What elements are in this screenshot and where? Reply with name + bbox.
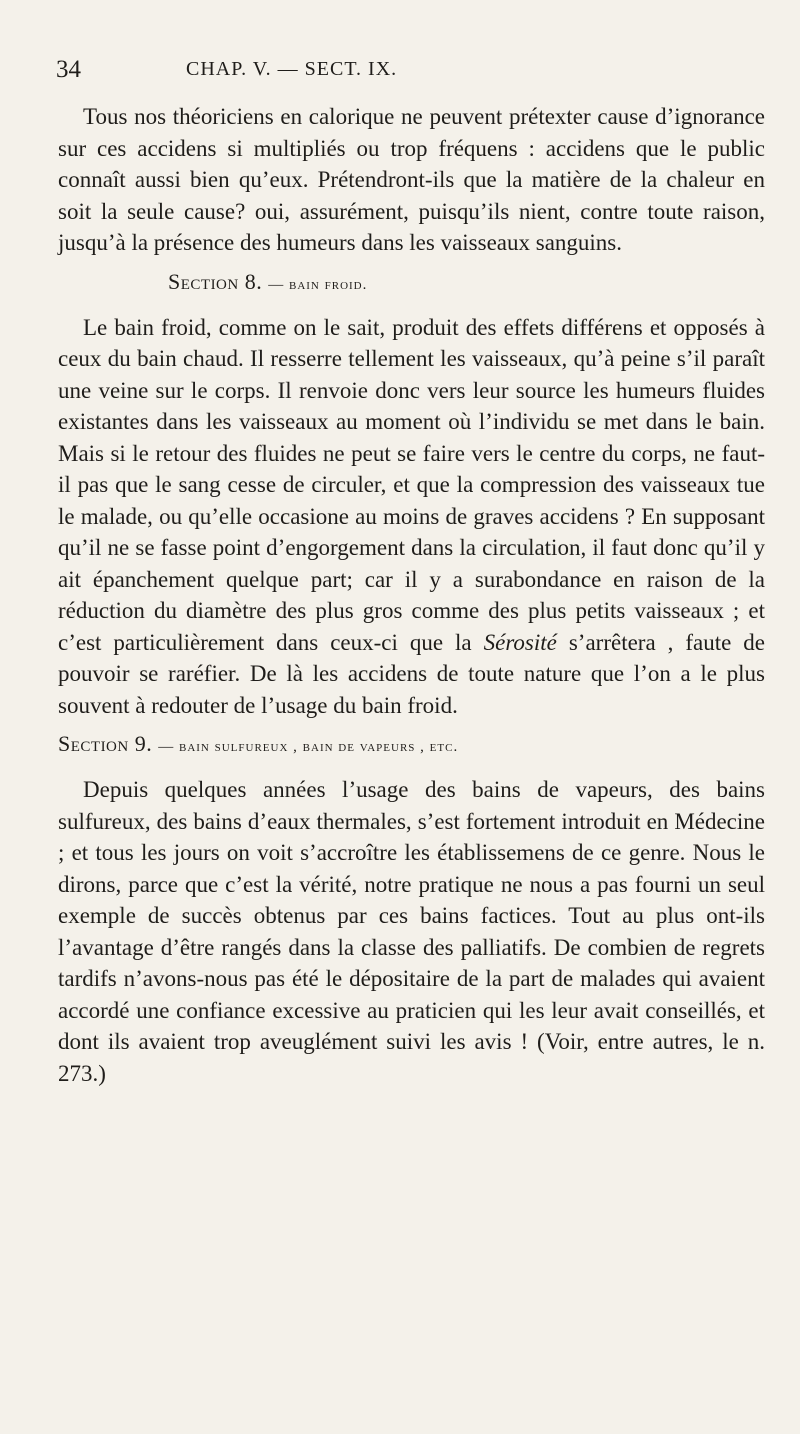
main-text [58,101,765,1089]
section-9-label: Section 9. [58,731,153,756]
paragraph-section-8-part2: s’arrêtera , faute de pouvoir se raréfier. De là les accidens de toute nature que l’on a le plus souvent à redouter de l’usage du bain froid. [58,629,766,718]
paragraph-section-8 [58,312,765,722]
italic-serosite: Sérosité [483,629,557,655]
section-9-heading [58,727,765,764]
page-number: 34 [56,56,81,83]
paragraph-section-9: Depuis quelques années l’usage des bains de vapeurs, des bains sulfureux, des bains d’eaux thermales, s’est fortement introduit en Médecine ; et tous les jours on voit s’accroître les établissemens de ce genre. Nous le dirons, parce que c’est la vérité, notre pratique ne nous a pas fourni un seul exemple de succès obtenus par ces bains factices. Tout au plus ont-ils l’avantage d’être rangés dans la classe des palliatifs. De combien de regrets tardifs n’avons-nous pas été le dépositaire de la part de malades qui avaient accordé une confiance excessive au praticien qui les leur avait conseillés, et dont ils avaient trop aveuglément suivi les avis ! (Voir, entre autres, le n. 273.) [58,777,765,1086]
section-8-heading [58,265,765,302]
paragraph-section-8-part1: Le bain froid, comme on le sait, produit des effets différens et opposés à ceux du bain chaud. Il resserre tellement les vaisseaux, qu’à peine s’il paraît une veine sur le corps. Il renvoie donc vers leur source les humeurs fluides existantes dans les vaisseaux au moment où l’individu se met dans le bain. Mais si le retour des fluides ne peut se faire vers le centre du corps, ne faut-il pas que le sang cesse de circuler, et que la compression des vaisseaux tue le malade, ou qu’elle occasione au moins de graves accidens ? En supposant qu’il ne se fasse point d’engorgement dans la circulation, il faut donc qu’il y ait épanchement quelque part; car il y a surabondance en raison de la réduction du diamètre des plus gros comme des plus petits vaisseaux ; et c’est particulièrement dans ceux-ci que la [58,314,765,655]
section-9-title: — bain sulfureux , bain de vapeurs , etc. [158,739,459,755]
running-head [56,56,744,92]
section-8-title: — bain froid. [268,276,368,293]
paragraph-intro: Tous nos théoriciens en calorique ne peuvent prétexter cause d’ignorance sur ces accidens si multipliés ou trop fréquens : accidens que le public connaît aussi bien qu’eux. Prétendront-ils que la matière de la chaleur en soit la seule cause? oui, assurément, puisqu’ils nient, contre toute raison, jusqu’à la présence des humeurs dans les vaisseaux sanguins. [58,104,765,255]
chapter-reference: CHAP. V. — SECT. IX. [186,58,398,80]
section-8-label: Section 8. [168,268,263,294]
